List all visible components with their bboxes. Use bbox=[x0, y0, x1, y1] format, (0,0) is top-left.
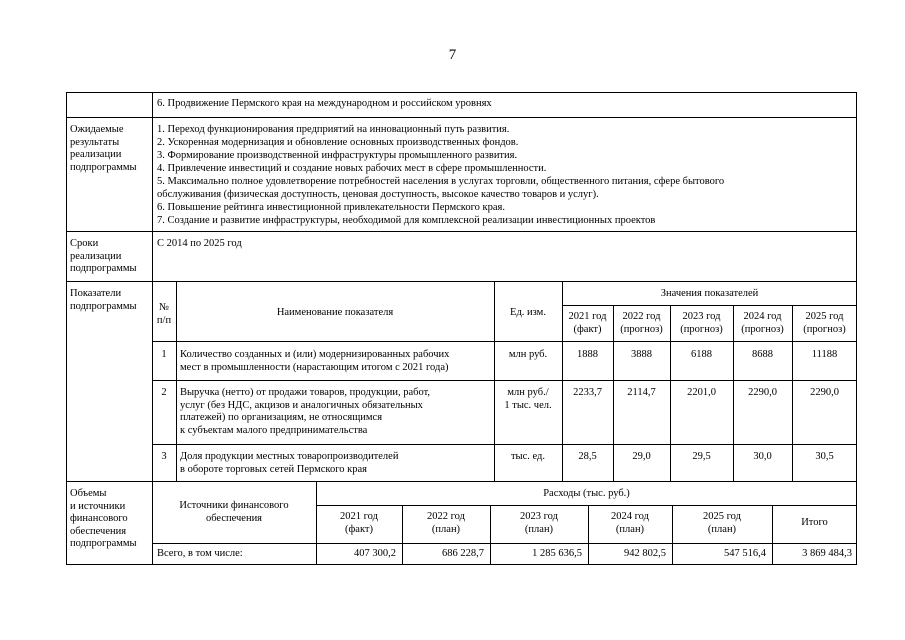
finance-year-header: 2022 год (план) bbox=[427, 511, 465, 535]
indicator-row-value: 8688 bbox=[752, 349, 773, 360]
indicator-row-value: 30,5 bbox=[815, 451, 834, 462]
grid-line bbox=[152, 380, 857, 381]
result-item: 7. Создание и развитие инфраструктуры, необходимой для комплексной реализации инвестиционных проектов bbox=[157, 215, 656, 226]
indicator-row-value: 30,0 bbox=[753, 451, 772, 462]
terms-text: С 2014 по 2025 год bbox=[157, 238, 242, 249]
indicator-row-value: 2233,7 bbox=[573, 387, 602, 398]
indicator-row-value: 2114,7 bbox=[627, 387, 656, 398]
indicator-year-header: 2021 год (факт) bbox=[568, 311, 607, 335]
indicator-year-header: 2023 год (прогноз) bbox=[680, 311, 723, 335]
indicator-row-num: 1 bbox=[161, 349, 167, 360]
result-item: 5. Максимально полное удовлетворение потребностей населения в услугах торговли, общественного питания, сфере бытового bbox=[157, 176, 725, 187]
page-number: 7 bbox=[448, 47, 457, 63]
indicators-label: Показатели подпрограммы bbox=[70, 288, 137, 312]
indicator-row-unit: тыс. ед. bbox=[510, 451, 546, 462]
indicator-row-value: 3888 bbox=[631, 349, 652, 360]
finance-total-value: 942 802,5 bbox=[624, 548, 666, 559]
result-item: обслуживания (физическая доступность, ценовая доступность, высокое качество товаров и услуг). bbox=[157, 189, 599, 200]
indicator-row-name: Доля продукции местных товаропроизводителей в обороте торговых сетей Пермского края bbox=[180, 451, 399, 475]
indicator-num-header: № п/п bbox=[156, 302, 172, 326]
indicator-name-header: Наименование показателя bbox=[276, 307, 394, 318]
finance-total-value: 3 869 484,3 bbox=[802, 548, 852, 559]
indicator-row-value: 1888 bbox=[577, 349, 598, 360]
indicator-row-value: 2290,0 bbox=[748, 387, 777, 398]
results-label: Ожидаемые результаты реализации подпрограммы bbox=[70, 124, 137, 173]
finance-expenses-header: Расходы (тыс. руб.) bbox=[543, 488, 630, 499]
label-column-divider bbox=[152, 92, 153, 565]
finance-total-value: 1 285 636,5 bbox=[532, 548, 582, 559]
indicator-row-name: Выручка (нетто) от продажи товаров, продукции, работ, услуг (без НДС, акцизов и аналогичных обязательных платежей) по организациям, не относящимся к субъектам малого предпринимательства bbox=[180, 387, 431, 436]
finance-year-header: 2023 год (план) bbox=[520, 511, 558, 535]
indicator-values-header: Значения показателей bbox=[660, 288, 759, 299]
results-list bbox=[157, 123, 724, 227]
row-divider bbox=[66, 481, 857, 482]
indicator-row-num: 2 bbox=[161, 387, 167, 398]
row-divider bbox=[66, 117, 857, 118]
result-item: 6. Повышение рейтинга инвестиционной привлекательности Пермского края. bbox=[157, 202, 505, 213]
indicator-unit-header: Ед. изм. bbox=[510, 307, 546, 318]
indicator-row-name: Количество созданных и (или) модернизированных рабочих мест в промышленности (нарастающим итогом с 2021 года) bbox=[180, 349, 450, 373]
finance-source-header: Источники финансового обеспечения bbox=[179, 500, 289, 524]
terms-label: Сроки реализации подпрограммы bbox=[70, 238, 137, 275]
indicator-row-value: 2290,0 bbox=[810, 387, 839, 398]
result-item: 3. Формирование производственной инфраструктуры промышленного развития. bbox=[157, 150, 518, 161]
goal-text: 6. Продвижение Пермского края на международном и российском уровнях bbox=[157, 98, 492, 109]
grid-line bbox=[152, 341, 857, 342]
indicator-row-value: 29,5 bbox=[692, 451, 711, 462]
finance-year-header: 2021 год (факт) bbox=[340, 511, 378, 535]
indicator-year-header: 2025 год (прогноз) bbox=[803, 311, 846, 335]
indicator-row-value: 6188 bbox=[691, 349, 712, 360]
row-divider bbox=[66, 231, 857, 232]
finance-total-value: 547 516,4 bbox=[724, 548, 766, 559]
row-divider bbox=[66, 281, 857, 282]
grid-line bbox=[152, 543, 857, 544]
finance-year-header: 2025 год (план) bbox=[703, 511, 741, 535]
grid-line bbox=[562, 305, 857, 306]
indicator-row-value: 28,5 bbox=[578, 451, 597, 462]
indicator-row-value: 29,0 bbox=[632, 451, 651, 462]
finance-total-value: 407 300,2 bbox=[354, 548, 396, 559]
indicator-row-unit: млн руб./ 1 тыс. чел. bbox=[504, 387, 552, 411]
indicator-row-num: 3 bbox=[161, 451, 167, 462]
indicator-row-unit: млн руб. bbox=[508, 349, 548, 360]
finance-label: Объемы и источники финансового обеспечения подпрограммы bbox=[70, 488, 137, 550]
indicator-year-header: 2022 год (прогноз) bbox=[620, 311, 663, 335]
indicator-year-header: 2024 год (прогноз) bbox=[741, 311, 784, 335]
indicator-row-value: 11188 bbox=[811, 349, 838, 360]
finance-year-header: 2024 год (план) bbox=[611, 511, 649, 535]
grid-line bbox=[152, 444, 857, 445]
result-item: 2. Ускоренная модернизация и обновление основных производственных фондов. bbox=[157, 137, 519, 148]
result-item: 1. Переход функционирования предприятий на инновационный путь развития. bbox=[157, 124, 510, 135]
result-item: 4. Привлечение инвестиций и создание новых рабочих мест в сфере промышленности. bbox=[157, 163, 547, 174]
grid-line bbox=[316, 505, 857, 506]
finance-total-label: Всего, в том числе: bbox=[157, 548, 243, 559]
finance-total-value: 686 228,7 bbox=[442, 548, 484, 559]
finance-total-header: Итого bbox=[801, 517, 828, 528]
indicator-row-value: 2201,0 bbox=[687, 387, 716, 398]
